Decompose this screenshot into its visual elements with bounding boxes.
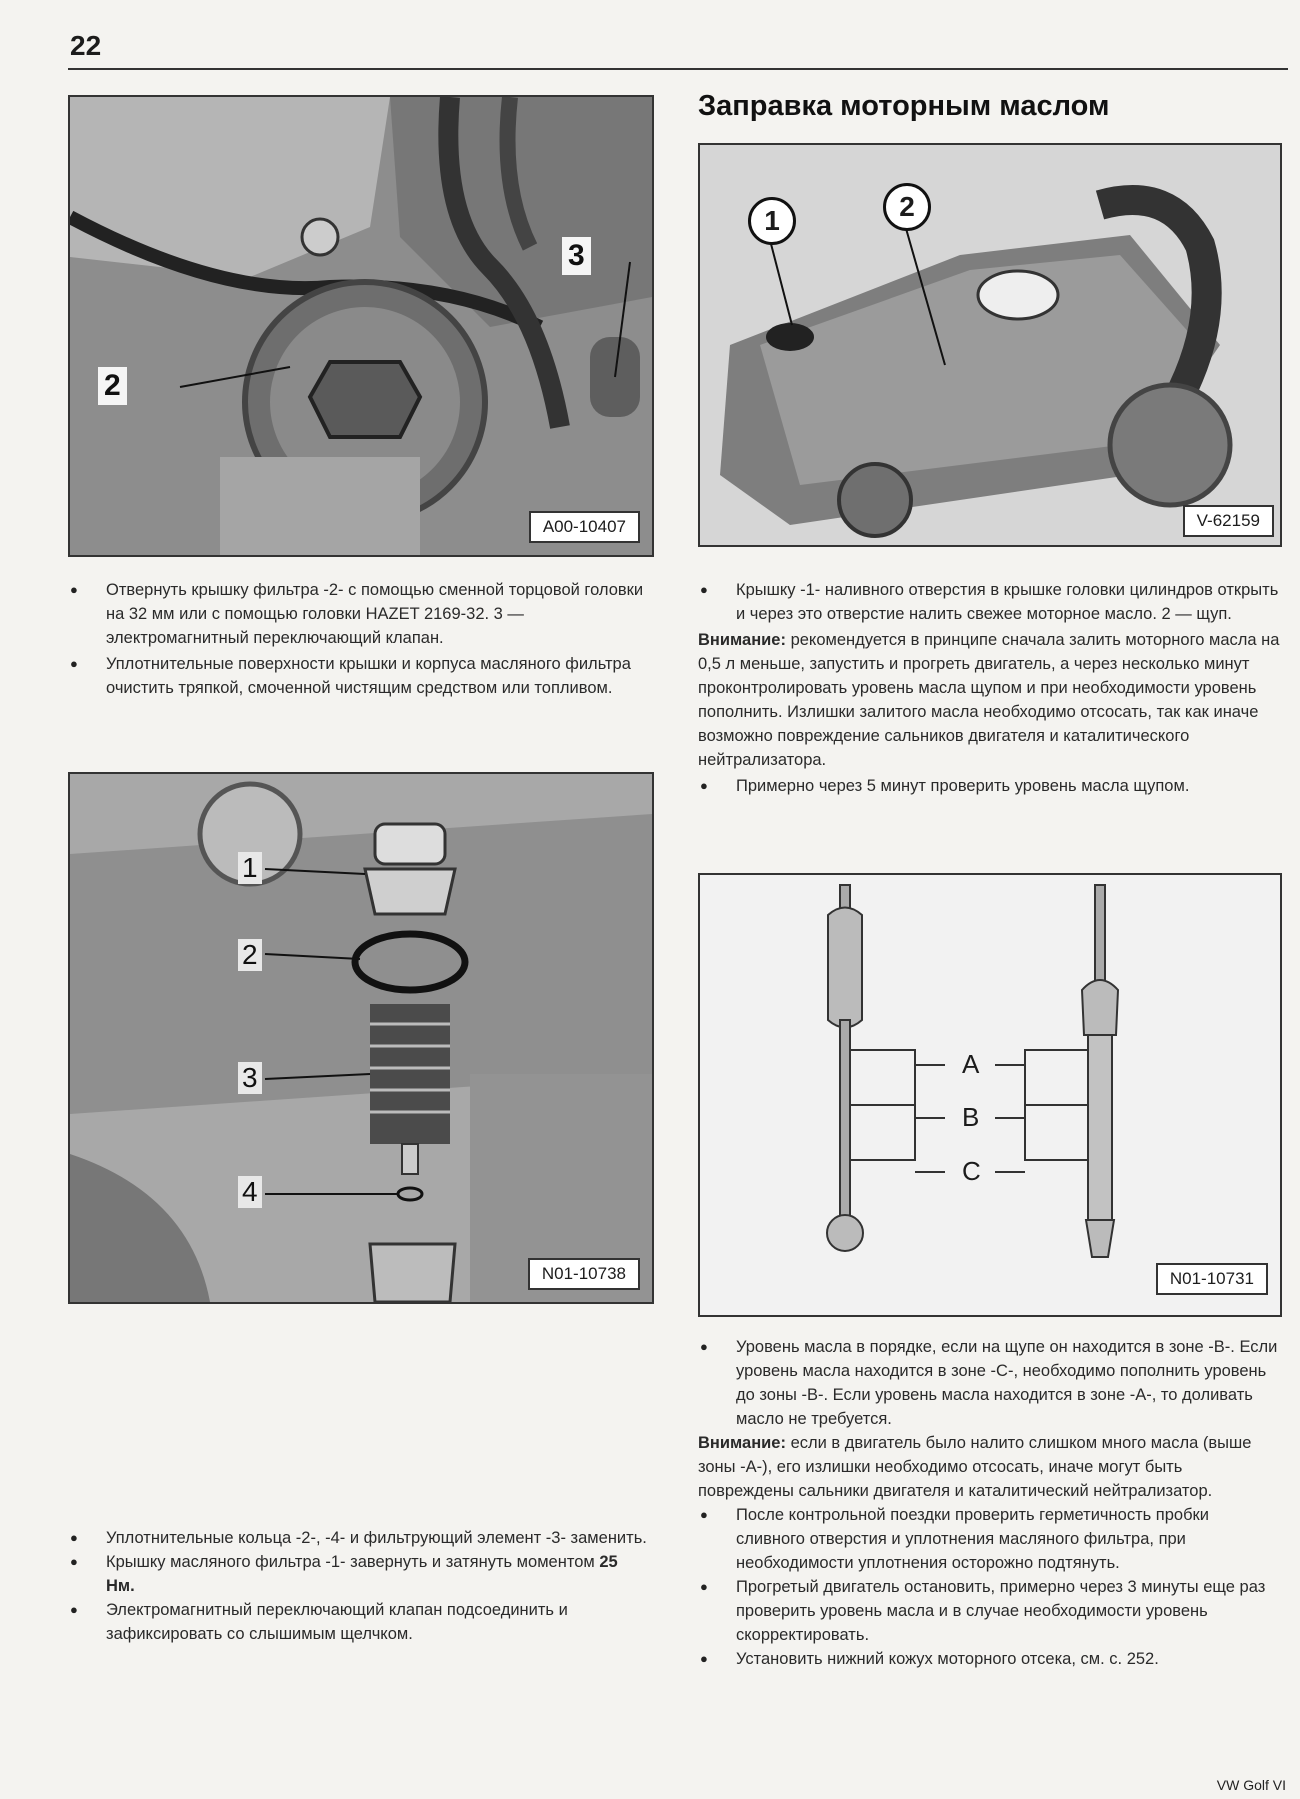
figure-code: V-62159	[1183, 505, 1274, 537]
list-item: ● Отвернуть крышку фильтра -2- с помощью сменной торцовой головки на 32 мм или с помощью головки HAZET 2169-32. 3 — электромагнитный переключающий клапан.	[68, 578, 650, 650]
page-number: 22	[70, 30, 102, 61]
list-item: ● Крышку -1- наливного отверстия в крышке головки цилиндров открыть и через это отверстие налить свежее моторное масло. 2 — щуп.	[698, 578, 1280, 626]
figure-code: N01-10738	[528, 1258, 640, 1290]
figure-code: N01-10731	[1156, 1263, 1268, 1295]
warning-note	[698, 628, 1280, 772]
list-item: ● После контрольной поездки проверить герметичность пробки сливного отверстия и уплотнения масляного фильтра, при необходимости уплотнения осторожно подтянуть.	[698, 1503, 1280, 1575]
footer-brand: VW Golf VI	[1216, 1777, 1286, 1793]
figure-label-4: 4	[238, 1176, 262, 1208]
figure-label-3: 3	[562, 237, 591, 275]
header-rule	[68, 68, 1288, 70]
right-text-block-2	[698, 1335, 1280, 1671]
left-text-block-1	[68, 578, 650, 700]
list-item: ● Установить нижний кожух моторного отсека, см. с. 252.	[698, 1647, 1280, 1671]
left-text-block-2	[68, 1526, 650, 1646]
figure-dipstick	[698, 873, 1282, 1317]
list-item: ● Уплотнительные поверхности крышки и корпуса масляного фильтра очистить тряпкой, смоченной чистящим средством или топливом.	[68, 652, 650, 700]
list-item	[68, 1550, 650, 1598]
right-text-block-1	[698, 578, 1280, 798]
warning-note	[698, 1431, 1280, 1503]
engine-photo-3	[70, 774, 652, 1302]
figure-oil-filler-cap	[698, 143, 1282, 547]
list-item: ● Электромагнитный переключающий клапан подсоединить и зафиксировать со слышимым щелчком.	[68, 1598, 650, 1646]
zone-label-c: C	[962, 1156, 981, 1186]
warning-label: Внимание:	[698, 631, 786, 649]
figure-label-2: 2	[883, 183, 931, 231]
list-item-text: Крышку масляного фильтра -1- завернуть и затянуть моментом	[106, 1553, 600, 1571]
figure-oil-filter-exploded	[68, 772, 654, 1304]
warning-label: Внимание:	[698, 1434, 786, 1452]
figure-label-1: 1	[748, 197, 796, 245]
section-title: Заправка моторным маслом	[698, 90, 1110, 122]
zone-label-b: B	[962, 1102, 980, 1132]
list-item: ● Прогретый двигатель остановить, примерно через 3 минуты еще раз проверить уровень масла и в случае необходимости уровень скорректировать.	[698, 1575, 1280, 1647]
figure-oil-filter-cap	[68, 95, 654, 557]
figure-label-2: 2	[98, 367, 127, 405]
warning-text: рекомендуется в принципе сначала залить моторного масла на 0,5 л меньше, запустить и прогреть двигатель, а через несколько минут проконтролировать уровень масла щупом и при необходимости уровень пополнить. Излишки залитого масла необходимо отсосать, так как иначе возможно повреждение сальников двигателя и каталитического нейтрализатора.	[698, 631, 1280, 769]
zone-label-a: A	[962, 1049, 980, 1079]
engine-photo-1	[70, 97, 652, 555]
figure-label-2: 2	[238, 939, 262, 971]
torque-value: 25 Нм.	[106, 1553, 618, 1595]
figure-label-3: 3	[238, 1062, 262, 1094]
dipstick-drawing	[700, 875, 1280, 1315]
list-item: ● Уплотнительные кольца -2-, -4- и фильтрующий элемент -3- заменить.	[68, 1526, 650, 1550]
figure-code: A00-10407	[529, 511, 640, 543]
list-item: ● Уровень масла в порядке, если на щупе он находится в зоне -B-. Если уровень масла находится в зоне -C-, необходимо пополнить уровень до зоны -B-. Если уровень масла находится в зоне -A-, то доливать масло не требуется.	[698, 1335, 1280, 1431]
figure-label-1: 1	[238, 852, 262, 884]
list-item: ● Примерно через 5 минут проверить уровень масла щупом.	[698, 774, 1280, 798]
warning-text: если в двигатель было налито слишком много масла (выше зоны -A-), его излишки необходимо отсосать, иначе могут быть повреждены сальники двигателя и каталитический нейтрализатор.	[698, 1434, 1252, 1500]
